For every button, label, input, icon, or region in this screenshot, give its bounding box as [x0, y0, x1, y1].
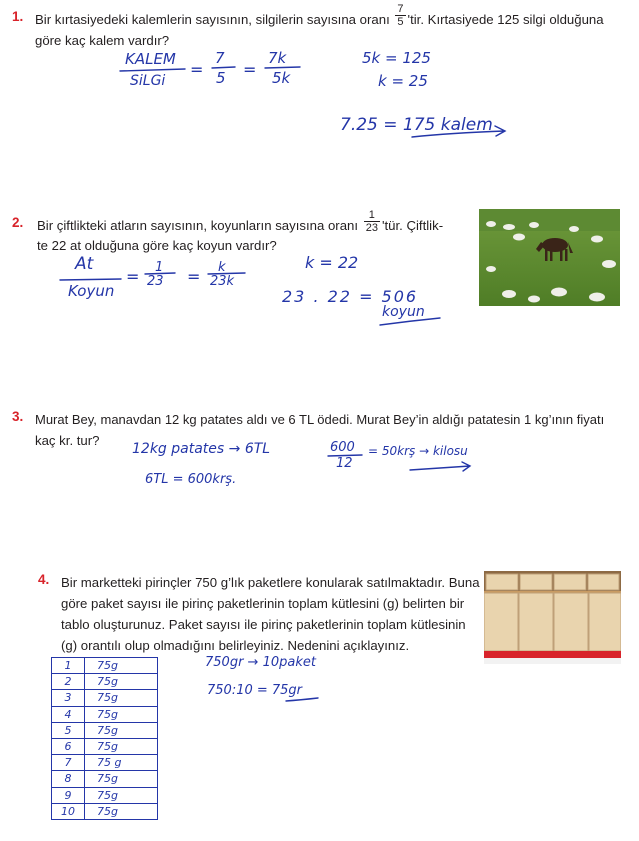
- question-3-line2: kaç kr. tur?: [35, 433, 100, 448]
- table-cell-count: 4: [52, 706, 85, 722]
- q2-hw-eq-a: k = 22: [305, 253, 359, 272]
- table-cell-count: 8: [52, 771, 85, 787]
- q4-hw-eq-b: 750:10 = 75gr: [207, 683, 303, 698]
- q3-hw-eq-c: 6TL = 600krş.: [145, 472, 237, 487]
- q1-hw-eq-a: 5k = 125: [362, 49, 431, 67]
- table-cell-mass: 75g: [85, 738, 158, 754]
- table-cell-count: 3: [52, 690, 85, 706]
- table-cell-mass: 75g: [85, 803, 158, 819]
- q3-hw-eq-b: = 50krş → kilosu: [368, 444, 468, 458]
- q2-hw-eq1: =: [126, 267, 140, 286]
- question-1-ratio-den: 5: [397, 16, 404, 29]
- table-cell-mass: 75g: [85, 787, 158, 803]
- question-2-ratio-num: 1: [364, 209, 380, 222]
- q1-hw-answer: 7.25 = 175 kalem: [340, 115, 493, 135]
- q1-hw-frac1-num: KALEM: [125, 50, 176, 68]
- table-cell-count: 2: [52, 674, 85, 690]
- table-cell-mass: 75g: [85, 771, 158, 787]
- q1-hw-eq2: =: [243, 60, 257, 79]
- q3-hw-frac-num: 600: [330, 440, 355, 455]
- question-1-text-b: 'tir. Kırtasiyede 125 silgi olduğuna: [407, 12, 604, 27]
- q1-hw-eq1: =: [190, 60, 204, 79]
- q1-hw-eq-b: k = 25: [378, 72, 428, 90]
- question-3-number: 3.: [12, 409, 24, 424]
- question-2-ratio-den: 23: [365, 222, 378, 235]
- table-cell-count: 10: [52, 803, 85, 819]
- question-4-line3: tablo oluşturunuz. Paket sayısı ile pirinç paketlerinin toplam kütlesinin: [61, 617, 466, 632]
- question-1-ratio-num: 7: [397, 3, 404, 16]
- question-4-line4: (g) orantılı olup olmadığını belirleyiniz. Nedenini açıklayınız.: [61, 638, 410, 653]
- question-2-number: 2.: [12, 215, 24, 230]
- table-cell-count: 9: [52, 787, 85, 803]
- q2-hw-frac3-den: 23k: [210, 274, 235, 289]
- question-4-line1: Bir marketteki pirinçler 750 g’lık paketlere konularak satılmaktadır. Buna: [61, 575, 480, 590]
- question-1-text-a: Bir kırtasiyedeki kalemlerin sayısının, silgilerin sayısına oranı: [35, 12, 390, 27]
- table-cell-count: 6: [52, 738, 85, 754]
- table-cell-count: 1: [52, 658, 85, 674]
- question-2-text-b: 'tür. Çiftlik-: [381, 218, 444, 233]
- q2-hw-frac1-num: At: [75, 254, 94, 274]
- q2-hw-frac2-den: 23: [147, 274, 164, 289]
- q2-hw-frac3-num: k: [218, 260, 226, 275]
- question-1-number: 1.: [12, 9, 24, 24]
- table-cell-mass: 75g: [85, 722, 158, 738]
- table-cell-mass: 75g: [85, 706, 158, 722]
- q4-hw-eq-a: 750gr → 10paket: [205, 655, 316, 670]
- q1-hw-frac3-den: 5k: [272, 69, 291, 87]
- table-cell-mass: 75g: [85, 658, 158, 674]
- q2-hw-eq2: =: [187, 267, 201, 286]
- table-cell-count: 7: [52, 755, 85, 771]
- q2-hw-answer-unit: koyun: [382, 304, 425, 320]
- q2-hw-frac1-den: Koyun: [68, 282, 115, 300]
- table-cell-mass: 75 g: [85, 755, 158, 771]
- q1-hw-frac1-den: SiLGi: [130, 73, 166, 89]
- question-4-number: 4.: [38, 572, 50, 587]
- q3-hw-eq-a: 12kg patates → 6TL: [132, 441, 271, 457]
- table-cell-mass: 75g: [85, 674, 158, 690]
- q4-answer-underline: [286, 698, 318, 701]
- question-4-line2: göre paket sayısı ile pirinç paketlerinin toplam kütlesini (g) belirten bir: [61, 596, 465, 611]
- q1-hw-frac2-num: 7: [215, 49, 225, 67]
- q2-hw-eq-b: 23 . 22 = 506: [282, 287, 419, 306]
- table-cell-mass: 75g: [85, 690, 158, 706]
- question-2-text-a: Bir çiftlikteki atların sayısının, koyunların sayısına oranı: [37, 218, 359, 233]
- question-3-line1: Murat Bey, manavdan 12 kg patates aldı ve 6 TL ödedi. Murat Bey’in aldığı patatesin 1 kg’ının fiyatı: [35, 412, 605, 427]
- q3-hw-frac-den: 12: [336, 456, 353, 471]
- q2-hw-frac2-num: 1: [155, 260, 164, 275]
- question-2-line2: te 22 at olduğuna göre kaç koyun vardır?: [37, 238, 277, 253]
- table-cell-count: 5: [52, 722, 85, 738]
- question-1-line2: göre kaç kalem vardır?: [35, 33, 170, 48]
- q1-hw-frac3-num: 7k: [268, 49, 287, 67]
- q1-hw-frac2-den: 5: [216, 69, 226, 87]
